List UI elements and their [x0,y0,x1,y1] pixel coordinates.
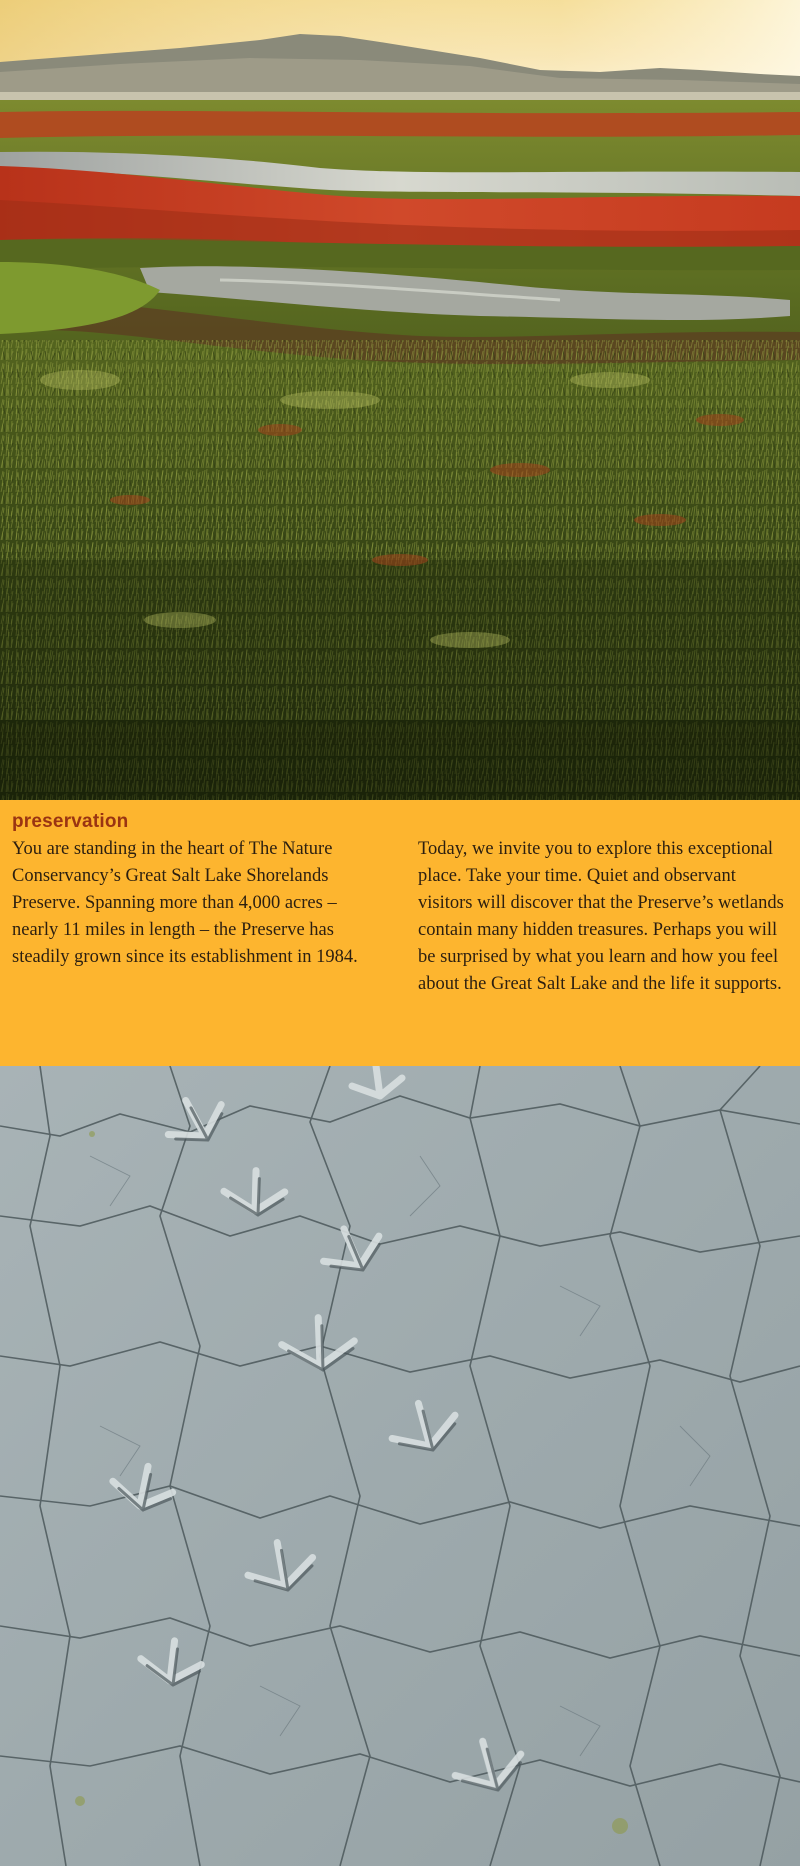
right-paragraph: Today, we invite you to explore this exceptional place. Take your time. Quiet and observant visitors will discover that the Preserve’s wetlands contain many hidden treasures. Perhaps you will be surprised by what you learn and how you feel about the Great Salt Lake and the life it supports. [418,839,784,994]
panel-heading: preservation [12,811,129,832]
wetland-landscape-photo [0,0,800,800]
bird-tracks-mudflat-photo [0,1066,800,1866]
left-paragraph: You are standing in the heart of The Nature Conservancy’s Great Salt Lake Shorelands Preserve. Spanning more than 4,000 acres – nearly 11 miles in length – the Preserve has steadily grown since its establishment in 1984. [12,839,358,967]
